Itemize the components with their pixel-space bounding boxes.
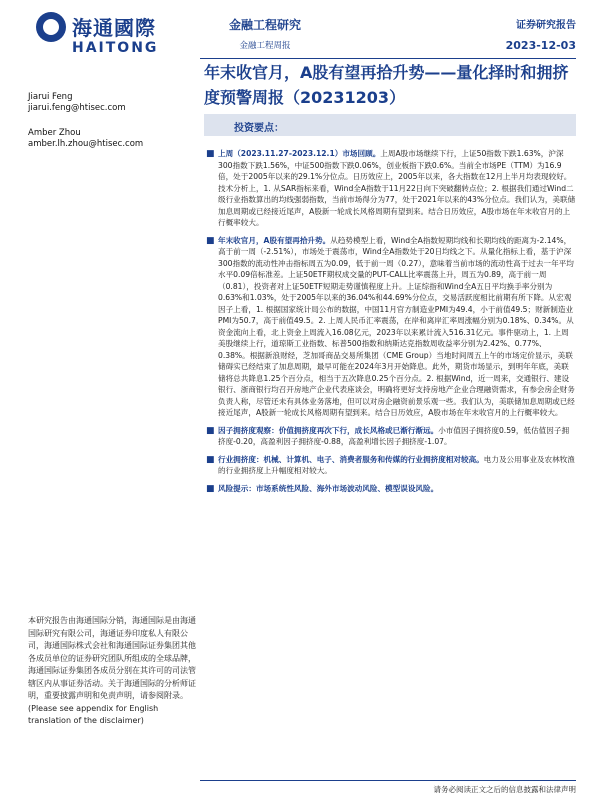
header-divider: [200, 58, 576, 59]
report-type-label: 证券研究报告: [516, 20, 576, 31]
list-item: [204, 425, 576, 448]
list-item: [204, 148, 576, 229]
report-meta: [506, 16, 576, 52]
bullet-text: 小市值因子拥挤度0.59，低估值因子拥挤度-0.20，高盈利因子拥挤度-0.88，高盈利增长因子拥挤度-1.07。: [218, 425, 570, 446]
bullet-icon: ■: [206, 149, 215, 159]
distribution-disclaimer: 本研究报告由海通国际分销，海通国际是由海通国际研究有限公司，海通证券印度私人有限公司，海通国际株式会社和海通国际证券集团其他各成员单位的证券研究团队所组成的全球品牌，海通国际证券集团各成员分别在其许可的司法管辖区内从事证券活动。关于海通国际的分析师证明，重要披露声明和免责声明，请参阅附录。(Please see appendix for English translation of the disclaimer): [28, 616, 196, 725]
author-name: Amber Zhou: [28, 128, 81, 138]
list-item: [204, 483, 576, 495]
author-name: Jiarui Feng: [28, 92, 73, 102]
haitong-logo-mark-icon: [36, 12, 66, 42]
author-email[interactable]: jiarui.feng@htisec.com: [28, 103, 126, 113]
footer-notice: 请务必阅读正文之后的信息披露和法律声明: [433, 785, 576, 794]
investment-highlights-list: [204, 148, 576, 500]
haitong-logo: [36, 10, 159, 62]
bullet-icon: ■: [206, 454, 215, 465]
bullet-lead: 行业拥挤度：机械、计算机、电子、消费者服务和传媒的行业拥挤度相对较高。: [218, 454, 484, 464]
report-title: 年末收官月，A股有望再拾升势——量化择时和拥挤度预警周报（20231203）: [204, 63, 569, 107]
list-item: [204, 454, 576, 477]
bullet-icon: ■: [206, 483, 215, 494]
section-title: 投资要点：: [234, 123, 284, 134]
author-1: [28, 92, 198, 114]
bullet-icon: ■: [206, 425, 215, 436]
bullet-lead: 上周（2023.11.27-2023.12.1）市场回顾。: [218, 149, 381, 158]
author-2: [28, 128, 198, 150]
logo-chinese-text: 海通國際: [72, 16, 156, 40]
report-date: 2023-12-03: [505, 39, 576, 52]
author-list: [28, 92, 198, 164]
bullet-icon: ■: [206, 235, 215, 246]
investment-highlights-header: [204, 114, 576, 136]
subcategory-label: 金融工程周报: [239, 41, 291, 51]
list-item: [204, 235, 576, 419]
bullet-lead: 年末收官月，A股有望再拾升势。: [218, 235, 331, 245]
bullet-text: 从趋势模型上看，Wind全A指数短期均线和长期均线的距离为-2.14%，高于前一周（-2.51%），市场处于震荡市，Wind全A指数处于20日均线之下。从量化指标上看，基于沪深300指数的流动性冲击指标周五为0.09，低于前一周（0.27），意味着当前市场的流动性高于过去一年平均水平0.09倍标准差。上证50ETF期权成交量的PUT-CALL比率震荡上升，周五为0.89，高于前一周（0.81），投资者对上证50ETF短期走势谨慎程度上升。上证综指和Wind全A五日平均换手率分别为0.63%和1.03%，处于2005年以来的36.04%和44.69%分位点，交易活跃度相比前期有所下降。从宏观因子上看，1. 根据国家统计局公布的数据，中国11月官方制造业PMI为49.4，小于前值49.5；财新制造业PMI为50.7，高于前值49.5。2. 上周人民币汇率震荡，在岸和离岸汇率周涨幅分别为0.18%、0.34%。从资金流向上看，北上资金上周流入16.08亿元，2023年以来累计流入516.31亿元。事件驱动上，1. 上周美股继续上行，道琼斯工业指数、标普500指数和纳斯达克指数周收益率分别为2.42%、0.77%、0.38%。根据新浪财经，芝加哥商品交易所集团（CME Group）当地时间周五上午的市场定价显示，美联储碍实已经结束了加息周期，最早可能在2024年3月开始降息。此外，期货市场显示，到明年年底，美联储将总共降息1.25个百分点，相当于五次降息0.25个百分点。2. 根据Wind，近一周来，交通银行、建设银行、浙商银行均召开房地产企业代表座谈会，明确将更好支持房地产企业合理融资需求，有参会房企财务负责人称，尽管还未有具体业务落地，但可以对房企融资前景乐观一些。我们认为，美联储加息周期或已经接近尾声，A股新一轮成长风格周期有望到来。结合日历效应，A股市场在年末收官月的上行概率较大。: [218, 235, 575, 417]
author-email[interactable]: amber.lh.zhou@htisec.com: [28, 139, 144, 149]
footer-divider: [200, 780, 576, 781]
logo-english-text: HAITONG: [72, 40, 159, 56]
category-label: 金融工程研究: [228, 18, 301, 32]
bullet-text: 电力及公用事业及农林牧渔的行业拥挤度上升幅度相对较大。: [218, 454, 575, 475]
bullet-lead: 风险提示：市场系统性风险、海外市场波动风险、模型误设风险。: [218, 483, 439, 493]
bullet-text: 上周A股市场继续下行，上证50指数下跌1.63%，沪深300指数下跌1.56%，中证500指数下跌0.06%，创业板指下跌0.6%。当前全市场PE（TTM）为16.9倍，处于2005年以来的29.1%分位点。日历效应上，2005年以来，各大指数在12月上半月均表现较好。技术分析上，1. 从SAR指标来看，Wind全A指数于11月22日向下突破翻转点位；2. 根据我们通过Wind二级行业指数算出的均线强弱指数，当前市场得分为77，处于2021年以来的43%分位点。我们认为，美联储加息周期或已经接近尾声，A股新一轮成长风格周期有望到来。结合日历效应，A股市场在年末收官月的上行概率较大。: [218, 149, 576, 227]
report-category: [200, 16, 330, 51]
bullet-lead: 因子拥挤度观察：价值拥挤度再次下行，成长风格或已渐行渐远。: [218, 425, 439, 435]
